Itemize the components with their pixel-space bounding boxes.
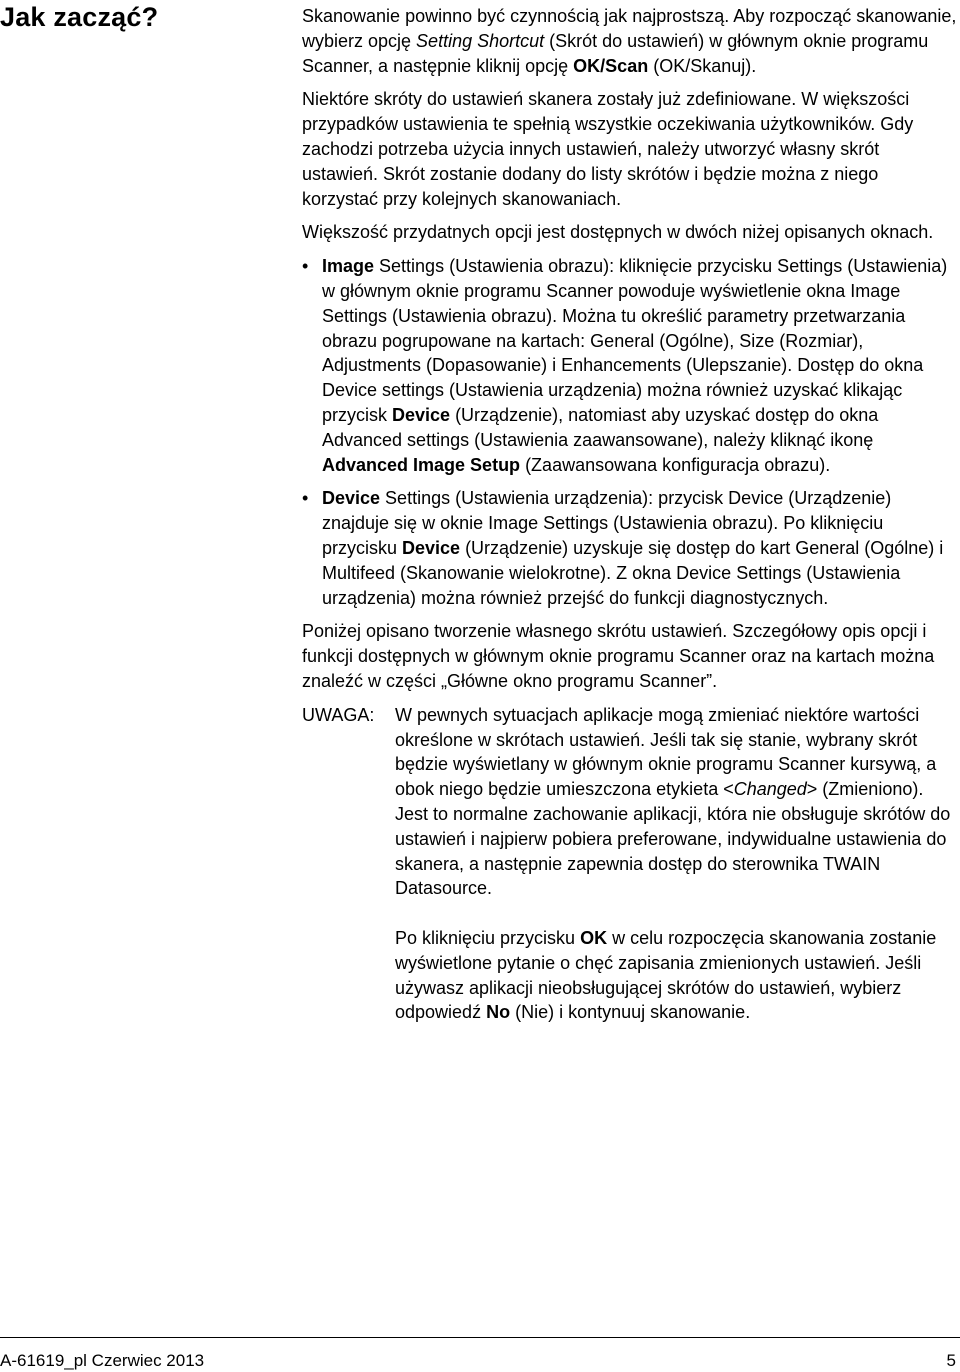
page-number: 5: [946, 1351, 956, 1370]
setting-shortcut-term: Setting Shortcut: [416, 30, 545, 51]
shortcuts-paragraph: Niektóre skróty do ustawień skanera zostały już zdefiniowane. W większości przypadków ustawienia te spełnią wszystkie oczekiwania użytkowników. Gdy zachodzi potrzeba użycia innych ustawień, należy utworzyć własny skrót ustawień. Skrót zostanie dodany do listy skrótów i będzie można z niego korzystać przy kolejnych skanowaniach.: [302, 89, 914, 209]
options-paragraph: Większość przydatnych opcji jest dostępnych w dwóch niżej opisanych oknach.: [302, 222, 934, 243]
ok-scan-term: OK/Scan: [573, 55, 649, 76]
bullet-icon: •: [302, 256, 309, 277]
page-heading: Jak zacząć?: [0, 2, 159, 32]
intro-paragraph: Skanowanie powinno być czynnością jak najprostszą. Aby rozpocząć skanowanie, wybierz opcję Setting Shortcut (Skrót do ustawień) w głównym oknie programu Scanner, a następnie kliknij opcję OK/Scan (OK/Skanuj).: [302, 6, 957, 76]
note-block: [302, 703, 958, 1026]
page-footer: [0, 1337, 960, 1370]
document-id: A-61619_pl Czerwiec 2013: [0, 1351, 205, 1370]
note-paragraph-2: Po kliknięciu przycisku OK w celu rozpoczęcia skanowania zostanie wyświetlone pytanie o chęć zapisania zmienionych ustawień. Jeśli używasz aplikacji nieobsługującej skrótów do ustawień, wybierz odpowiedź No (Nie) i kontynuuj skanowanie.: [395, 928, 937, 1023]
note-label: UWAGA:: [302, 704, 375, 725]
note-paragraph-1: W pewnych sytuacjach aplikacje mogą zmieniać niektóre wartości określone w skrótach ustawień. Jeśli tak się stanie, wybrany skrót będzie wyświetlany w głównym oknie programu Scanner kursywą, a obok niego będzie umieszczona etykieta <Changed> (Zmieniono). Jest to normalne zachowanie aplikacji, która nie obsługuje skrótów do ustawień i najpierw pobiera preferowane, indywidualne ustawienia do skanera, a następnie zapewnia dostęp do sterownika TWAIN Datasource.: [395, 704, 951, 899]
description-paragraph: Poniżej opisano tworzenie własnego skrótu ustawień. Szczegółowy opis opcji i funkcji dostępnych w głównym oknie programu Scanner oraz na kartach można znaleźć w części „Główne okno programu Scanner”.: [302, 621, 935, 691]
main-content: [302, 4, 958, 1025]
list-item-device-settings: • Device Settings (Ustawienia urządzenia): przycisk Device (Urządzenie) znajduje się w oknie Image Settings (Ustawienia obrazu). Po kliknięciu przycisku Device (Urządzenie) uzyskuje się dostęp do kart General (Ogólne) i Multifeed (Skanowanie wielokrotne). Z okna Device Settings (Ustawienia urządzenia) można również przejść do funkcji diagnostycznych.: [302, 488, 944, 608]
windows-list: [302, 254, 958, 610]
list-item-image-settings: • Image Settings (Ustawienia obrazu): kliknięcie przycisku Settings (Ustawienia) w głównym oknie programu Scanner powoduje wyświetlenie okna Image Settings (Ustawienia obrazu). Można tu określić parametry przetwarzania obrazu pogrupowane na kartach: General (Ogólne), Size (Rozmiar), Adjustments (Dopasowanie) i Enhancements (Ulepszanie). Dostęp do okna Device settings (Ustawienia urządzenia) można również uzyskać klikając przycisk Device (Urządzenie), natomiast aby uzyskać dostęp do okna Advanced settings (Ustawienia zaawansowane), należy kliknąć ikonę Advanced Image Setup (Zaawansowana konfiguracja obrazu).: [302, 256, 948, 475]
note-body: [395, 703, 958, 1026]
bullet-icon: •: [302, 488, 309, 509]
